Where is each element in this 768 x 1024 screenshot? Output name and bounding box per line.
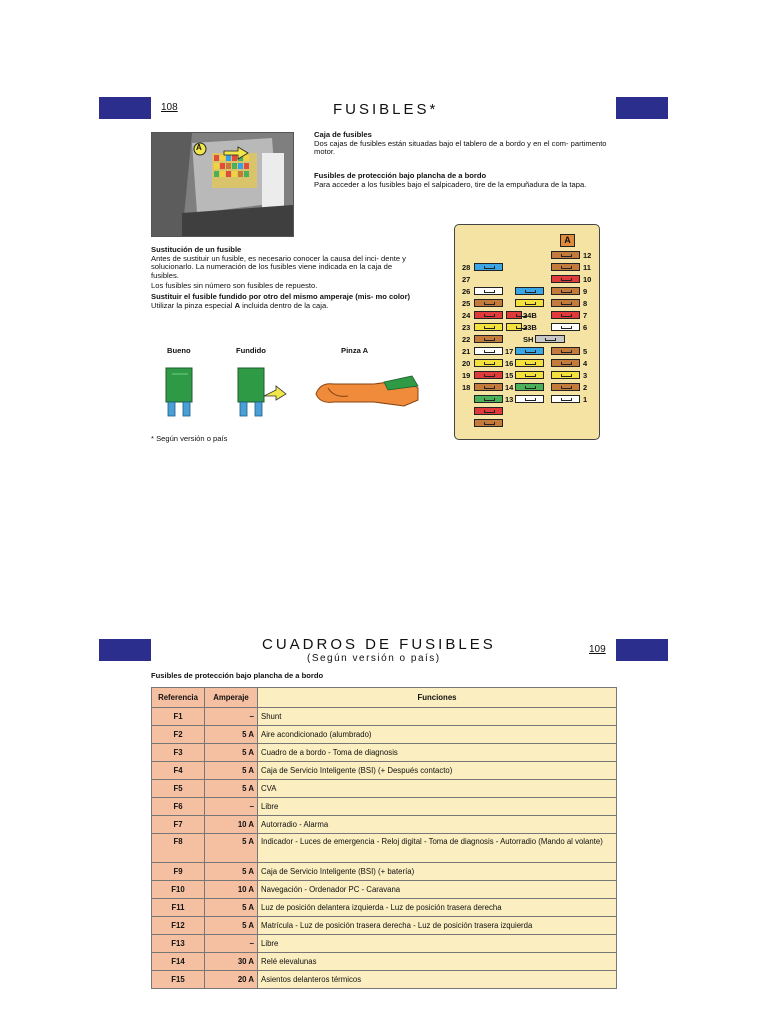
fuse-label: 22 [462, 335, 471, 344]
function-cell: Matrícula - Luz de posición trasera derecha - Luz de posición trasera izquierda [258, 917, 617, 935]
page-subtitle: (Según versión o país) [307, 653, 441, 664]
amp-cell: 30 A [205, 953, 258, 971]
column-header: Amperaje [205, 688, 258, 708]
fuse-23 [474, 323, 503, 331]
ref-cell: F4 [152, 762, 205, 780]
function-cell: Libre [258, 798, 617, 816]
fuse-13 [515, 395, 544, 403]
amp-cell: – [205, 798, 258, 816]
fuse-label: 24 [462, 311, 471, 320]
section-text: Los fusibles sin número son fusibles de repuesto. [151, 281, 318, 291]
fuse-label: 5 [583, 347, 588, 356]
fuse-spare-3 [474, 419, 503, 427]
amp-cell: 5 A [205, 744, 258, 762]
fuse-label: 27 [462, 275, 471, 284]
function-cell: Cuadro de a bordo - Toma de diagnosis [258, 744, 617, 762]
function-cell: Relé elevalunas [258, 953, 617, 971]
fusebox-intro [314, 131, 620, 157]
header-bar-right [616, 639, 668, 661]
fuse-label: 4 [583, 359, 588, 368]
fuse-5 [551, 347, 580, 355]
fuse-11 [551, 263, 580, 271]
fuse-17 [515, 347, 544, 355]
amp-cell: 5 A [205, 762, 258, 780]
fuse-10 [551, 275, 580, 283]
column-header: Funciones [258, 688, 617, 708]
ref-cell: F2 [152, 726, 205, 744]
footnote: * Según versión o país [151, 434, 228, 443]
amp-cell: 10 A [205, 816, 258, 834]
fuse-19 [474, 371, 503, 379]
section-heading: Sustituir el fusible fundido por otro del mismo amperaje (mis- mo color) [151, 291, 411, 301]
table-row [152, 971, 617, 989]
table-row [152, 762, 617, 780]
fuse-spare-1 [474, 395, 503, 403]
fuse-label: 10 [583, 275, 592, 284]
function-cell: Navegación - Ordenador PC - Caravana [258, 881, 617, 899]
fuse-20 [474, 359, 503, 367]
table-row [152, 798, 617, 816]
fuse-label: 2 [583, 383, 588, 392]
label-good: Bueno [167, 346, 191, 355]
fuse-24b [506, 311, 522, 319]
fuse-label: 23B [523, 323, 537, 332]
ref-cell: F8 [152, 834, 205, 863]
fuse-label: 21 [462, 347, 471, 356]
table-row [152, 744, 617, 762]
function-cell: CVA [258, 780, 617, 798]
fuse-label: 14 [505, 383, 514, 392]
fuse-label: 13 [505, 395, 514, 404]
fuse-label: 25 [462, 299, 471, 308]
function-cell: Shunt [258, 708, 617, 726]
page-number: 108 [161, 102, 178, 113]
fuse-label: 26 [462, 287, 471, 296]
amp-cell: 5 A [205, 726, 258, 744]
header-bar-right [616, 97, 668, 119]
fusebox-photo [151, 132, 294, 237]
fuse-25 [474, 299, 503, 307]
table-row [152, 726, 617, 744]
label-blown: Fundido [236, 346, 266, 355]
ref-cell: F3 [152, 744, 205, 762]
fuse-panel-diagram [454, 224, 600, 440]
photo-marker-label: A [196, 143, 202, 152]
amp-cell: 5 A [205, 899, 258, 917]
fuse-8 [551, 299, 580, 307]
fuse-label: 7 [583, 311, 588, 320]
table-row [152, 953, 617, 971]
fuse-label: 28 [462, 263, 471, 272]
fuse-3 [551, 371, 580, 379]
fuse-sh [535, 335, 565, 343]
fuse-spare-2 [474, 407, 503, 415]
section-text: Dos cajas de fusibles están situadas bajo el tablero de a bordo y en el com- partimento motor. [314, 138, 607, 157]
function-cell: Asientos delanteros térmicos [258, 971, 617, 989]
page-number: 109 [589, 644, 606, 655]
fuse-26 [474, 287, 503, 295]
function-cell: Aire acondicionado (alumbrado) [258, 726, 617, 744]
fuse-7 [551, 311, 580, 319]
ref-cell: F6 [152, 798, 205, 816]
function-cell: Autorradio - Alarma [258, 816, 617, 834]
table-row [152, 863, 617, 881]
fuse-18 [474, 383, 503, 391]
table-row [152, 780, 617, 798]
ref-cell: F9 [152, 863, 205, 881]
fuse-label: 6 [583, 323, 588, 332]
fuse-1 [551, 395, 580, 403]
table-row [152, 834, 617, 863]
amp-cell: – [205, 935, 258, 953]
section-heading: Caja de fusibles [314, 130, 372, 139]
ref-cell: F11 [152, 899, 205, 917]
function-cell: Luz de posición delantera izquierda - Luz de posición trasera derecha [258, 899, 617, 917]
table-row [152, 935, 617, 953]
fuse-replacement [151, 246, 419, 310]
table-row [152, 708, 617, 726]
fuse-12 [551, 251, 580, 259]
fuse-label: 24B [523, 311, 537, 320]
ref-cell: F1 [152, 708, 205, 726]
table-row [152, 917, 617, 935]
fuse-label: 15 [505, 371, 514, 380]
ref-cell: F13 [152, 935, 205, 953]
ref-cell: F12 [152, 917, 205, 935]
fuse-24 [474, 311, 503, 319]
fuse-label: 19 [462, 371, 471, 380]
amp-cell: 5 A [205, 917, 258, 935]
section-text: Para acceder a los fusibles bajo el salpicadero, tire de la empuñadura de la tapa. [314, 179, 587, 189]
fuse-label: 18 [462, 383, 471, 392]
fuse-16 [515, 359, 544, 367]
function-cell: Libre [258, 935, 617, 953]
ref-cell: F7 [152, 816, 205, 834]
fuse-label: 16 [505, 359, 514, 368]
fuse-9 [551, 287, 580, 295]
fuse-label: 9 [583, 287, 588, 296]
panel-tag: A [560, 234, 575, 247]
label-pliers: Pinza A [341, 346, 369, 355]
ref-cell: F15 [152, 971, 205, 989]
ref-cell: F10 [152, 881, 205, 899]
fuse-label: 20 [462, 359, 471, 368]
section-heading: Sustitución de un fusible [151, 245, 242, 254]
fuse-mid-1 [515, 287, 544, 295]
blown-fuse-icon [234, 366, 288, 418]
column-header: Referencia [152, 688, 205, 708]
page-title: CUADROS DE FUSIBLES [262, 636, 496, 653]
function-cell: Caja de Servicio Inteligente (BSI) (+ Después contacto) [258, 762, 617, 780]
dashboard-fuses-intro [314, 172, 620, 189]
function-cell: Caja de Servicio Inteligente (BSI) (+ batería) [258, 863, 617, 881]
table-row [152, 816, 617, 834]
fuse-mid-2 [515, 299, 544, 307]
pliers-icon [314, 374, 422, 414]
header-bar-left [99, 639, 151, 661]
fuse-label: 12 [583, 251, 592, 260]
section-text: Antes de sustituir un fusible, es necesario conocer la causa del inci- dente y solucionarlo. La numeración de los fusibles viene indicada en la caja de fusibles. [151, 253, 406, 280]
good-fuse-icon [162, 366, 196, 418]
fuse-6 [551, 323, 580, 331]
table-row [152, 881, 617, 899]
amp-cell: 5 A [205, 780, 258, 798]
fuse-label: 11 [583, 263, 591, 272]
section-text: Utilizar la pinza especial A incluida dentro de la caja. [151, 300, 329, 310]
ref-cell: F14 [152, 953, 205, 971]
fuse-table [151, 687, 617, 989]
fuse-label: SH [523, 335, 534, 344]
fuse-15 [515, 371, 544, 379]
amp-cell: 5 A [205, 863, 258, 881]
amp-cell: – [205, 708, 258, 726]
fuse-label: 17 [505, 347, 514, 356]
amp-cell: 20 A [205, 971, 258, 989]
table-header-row [152, 688, 617, 708]
fuse-2 [551, 383, 580, 391]
section-heading: Fusibles de protección bajo plancha de a bordo [314, 171, 487, 180]
fuse-label: 8 [583, 299, 588, 308]
fuse-14 [515, 383, 544, 391]
fuse-label: 3 [583, 371, 588, 380]
fuse-label: 23 [462, 323, 471, 332]
table-row [152, 899, 617, 917]
ref-cell: F5 [152, 780, 205, 798]
fuse-22 [474, 335, 503, 343]
function-cell: Indicador - Luces de emergencia - Reloj digital - Toma de diagnosis - Autorradio (Mando al volante) [258, 834, 617, 863]
header-bar-left [99, 97, 151, 119]
page-title: FUSIBLES* [333, 101, 439, 118]
fuse-label: 1 [583, 395, 588, 404]
table-caption: Fusibles de protección bajo plancha de a bordo [151, 671, 324, 680]
fuse-28 [474, 263, 503, 271]
amp-cell: 10 A [205, 881, 258, 899]
fuse-21 [474, 347, 503, 355]
fuse-23b [506, 323, 522, 331]
fuse-4 [551, 359, 580, 367]
amp-cell: 5 A [205, 834, 258, 863]
